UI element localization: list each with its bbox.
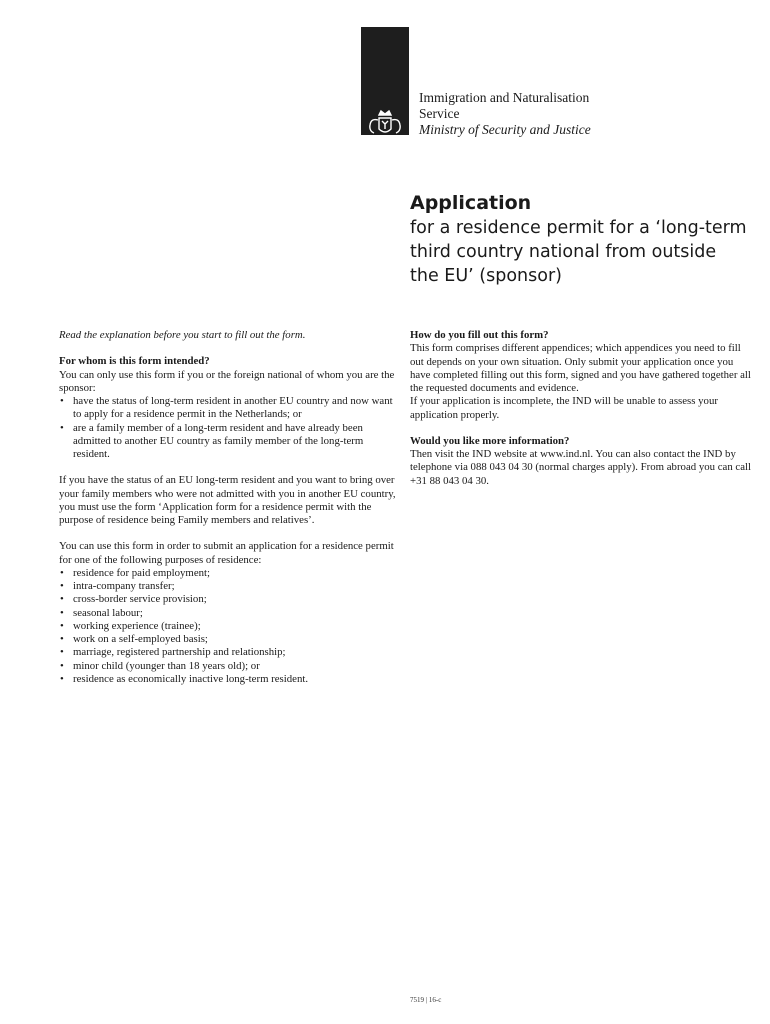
purposes-list bbox=[59, 567, 401, 686]
title-sub-line-2: third country national from outside bbox=[410, 242, 717, 262]
fill-text: This form comprises different appendices; which appendices you need to fill out depends on your own situation. Only submit your application once you have completed filling out this form, signed and you have gathered together all the requested documents and evidence. bbox=[410, 342, 751, 394]
org-line-1: Immigration and Naturalisation bbox=[419, 90, 590, 105]
list-item: • seasonal labour; bbox=[59, 607, 401, 620]
right-column bbox=[410, 329, 755, 488]
list-item: • are a family member of a long-term resident and have already been admitted to another EU country as family member of the long-term resident. bbox=[59, 422, 401, 462]
list-item: • work on a self-employed basis; bbox=[59, 633, 401, 646]
info-text: Then visit the IND website at www.ind.nl. You can also contact the IND by telephone via 088 043 04 30 (normal charges apply). From abroad you can call +31 88 043 04 30. bbox=[410, 448, 752, 487]
title-main: Application bbox=[410, 192, 532, 214]
intro-note: Read the explanation before you start to fill out the form. bbox=[59, 329, 306, 341]
left-column bbox=[59, 329, 401, 686]
fill-heading: How do you fill out this form? bbox=[410, 329, 549, 341]
government-logo bbox=[361, 27, 409, 135]
list-item: • working experience (trainee); bbox=[59, 620, 401, 633]
whom-heading: For whom is this form intended? bbox=[59, 355, 210, 368]
list-item: • minor child (younger than 18 years old); or bbox=[59, 660, 401, 673]
document-title bbox=[410, 190, 766, 288]
ministry-name: Ministry of Security and Justice bbox=[419, 122, 591, 137]
list-item: • have the status of long-term resident in another EU country and now want to apply for a residence permit in the Netherlands; or bbox=[59, 395, 401, 422]
org-line-2: Service bbox=[419, 106, 460, 121]
organization-name bbox=[419, 90, 739, 138]
title-sub-line-1: for a residence permit for a ‘long-term bbox=[410, 218, 747, 238]
purposes-text: You can use this form in order to submit an application for a residence permit for one of the following purposes of residence: bbox=[59, 540, 394, 566]
whom-list bbox=[59, 395, 401, 461]
coat-of-arms-icon bbox=[365, 109, 405, 145]
list-item: • intra-company transfer; bbox=[59, 580, 401, 593]
list-item: • cross-border service provision; bbox=[59, 593, 401, 606]
fill-text-incomplete: If your application is incomplete, the IND will be unable to assess your application properly. bbox=[410, 395, 718, 421]
list-item: • marriage, registered partnership and relationship; bbox=[59, 646, 401, 659]
list-item: • residence as economically inactive long-term resident. bbox=[59, 673, 401, 686]
whom-text: You can only use this form if you or the foreign national of whom you are the sponsor: bbox=[59, 368, 395, 394]
title-sub-line-3: the EU’ (sponsor) bbox=[410, 266, 562, 286]
eu-status-text: If you have the status of an EU long-term resident and you want to bring over your family members who were not admitted with you in another EU country, you must use the form ‘Application form for a residence permit with the purpose of residence being Family members and relatives’. bbox=[59, 474, 396, 526]
info-heading: Would you like more information? bbox=[410, 434, 570, 447]
form-code: 7519 | 16-c bbox=[410, 996, 442, 1004]
list-item: • residence for paid employment; bbox=[59, 567, 401, 580]
